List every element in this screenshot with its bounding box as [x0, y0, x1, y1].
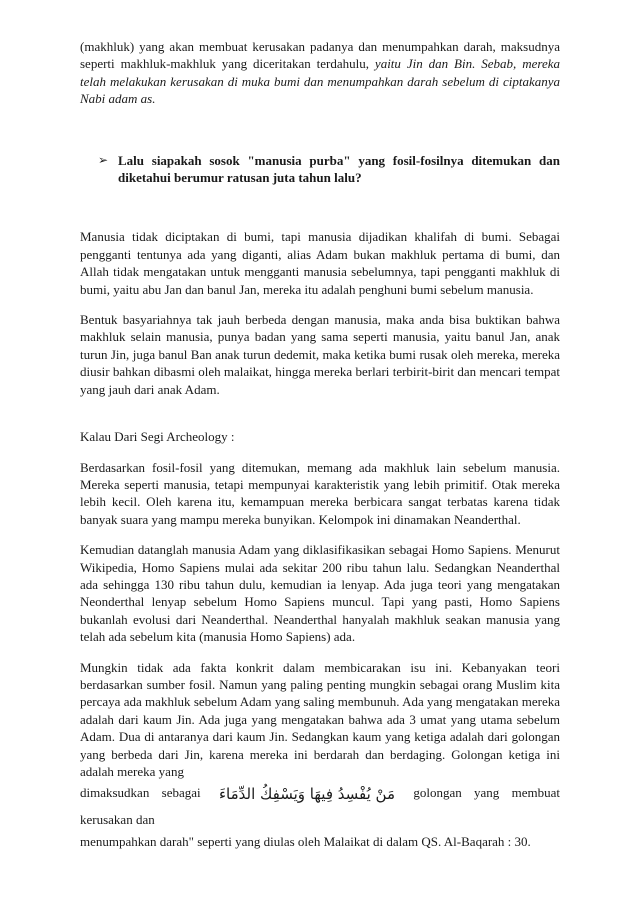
- paragraph-fosil: Berdasarkan fosil-fosil yang ditemukan, memang ada makhluk lain sebelum manusia. Mereka seperti manusia, tetapi mempunyai karakteristik yang lebih primitif. Otak mereka lebih kecil. Oleh karena itu, kemampuan mereka berbicara sangat terbatas karena tidak banyak suara yang mampu mereka bunyikan. Kelompok ini dinamakan Neanderthal.: [80, 459, 560, 527]
- paragraph-intro-normal: (makhluk) yang akan membuat kerusakan padanya dan menumpahkan darah, maksudnya seperti makhluk-makhluk yang diceritakan terdahulu,: [80, 39, 560, 72]
- arrow-bullet-icon: ➢: [98, 152, 109, 167]
- arabic-verse: مَنْ يُفْسِدُ فِيهَا وَيَسْفِكُ الدِّمَاءَ: [218, 785, 395, 804]
- paragraph-basyariah: Bentuk basyariahnya tak jauh berbeda dengan manusia, maka anda bisa buktikan bahwa makhluk selain manusia, punya badan yang sama seperti manusia, yaitu banul Jan, anak turun Jin, juga banul Ban anak turun dedemit, maka ketika bumi rusak oleh mereka, mereka diusir bahkan dibasmi oleh malaikat, hingga mereka berlari terbirit-birit dan mencari tempat yang jauh dari anak Adam.: [80, 312, 560, 397]
- paragraph-konkrit-text: Mungkin tidak ada fakta konkrit dalam membicarakan isu ini. Kebanyakan teori berdasarkan sumber fosil. Namun yang paling penting mungkin sebagai orang Muslim kita percaya ada makhluk sebelum Adam yang saling membunuh. Ada yang mengatakan mereka adalah dari kaum Jin. Ada juga yang mengatakan bahwa ada 3 umat yang utama sebelum Adam. Dua di antaranya dari kaum Jin. Sedangkan kaum yang ketiga adalah dari golongan yang berbeda dari Jin, karena mereka ini berdarah dan berdaging. Golongan ketiga ini adalah mereka yang: [80, 659, 560, 779]
- paragraph-homo-sapiens: Kemudian datanglah manusia Adam yang diklasifikasikan sebagai Homo Sapiens. Menurut Wikipedia, Homo Sapiens mulai ada sekitar 200 ribu tahun lalu. Sedangkan Neanderthal ada sehingga 130 ribu tahun dulu, kemudian ia lenyap. Ada juga teori yang mengatakan Neonderthal lenyap sebelum Homo Sapiens muncul. Tapi yang pasti, Homo Sapiens bukanlah evolusi dari Neanderthal. Neanderthal hanyalah makhluk seakan manusia yang telah ada sebelum kita (manusia Homo Sapiens) ada.: [80, 542, 560, 645]
- paragraph-intro-italic: yaitu Jin dan Bin. Sebab, mereka telah melakukan kerusakan di muka bumi dan menumpahkan darah sebelum di ciptakanya Nabi adam as.: [80, 56, 560, 107]
- document-page: [80, 38, 560, 851]
- bullet-question: [80, 152, 560, 187]
- bullet-question-text: Lalu siapakah sosok "manusia purba" yang fosil-fosilnya ditemukan dan diketahui berumur ratusan juta tahun lalu?: [118, 152, 560, 186]
- arabic-line-end: golongan yang membuat kerusakan dan: [80, 785, 561, 828]
- arabic-line-start: dimaksudkan sebagai: [80, 785, 201, 801]
- paragraph-khalifah: Manusia tidak diciptakan di bumi, tapi manusia dijadikan khalifah di bumi. Sebagai pengganti tentunya ada yang diganti, alias Adam bukan makhluk pertama di bumi, dan Allah tidak mengatakan untuk mengganti manusia sebelumnya, tapi pengganti makhluk di bumi, yaitu abu Jan dan banul Jan, mereka itu adalah penghuni bumi sebelum manusia.: [80, 229, 560, 297]
- paragraph-konkrit-final: menumpahkan darah" seperti yang diulas oleh Malaikat di dalam QS. Al-Baqarah : 30.: [80, 834, 531, 850]
- paragraph-konkrit: [80, 659, 560, 781]
- paragraph-intro: [80, 38, 560, 108]
- paragraph-konkrit-arabic-line: [80, 780, 560, 833]
- heading-archeology: Kalau Dari Segi Archeology :: [80, 429, 235, 445]
